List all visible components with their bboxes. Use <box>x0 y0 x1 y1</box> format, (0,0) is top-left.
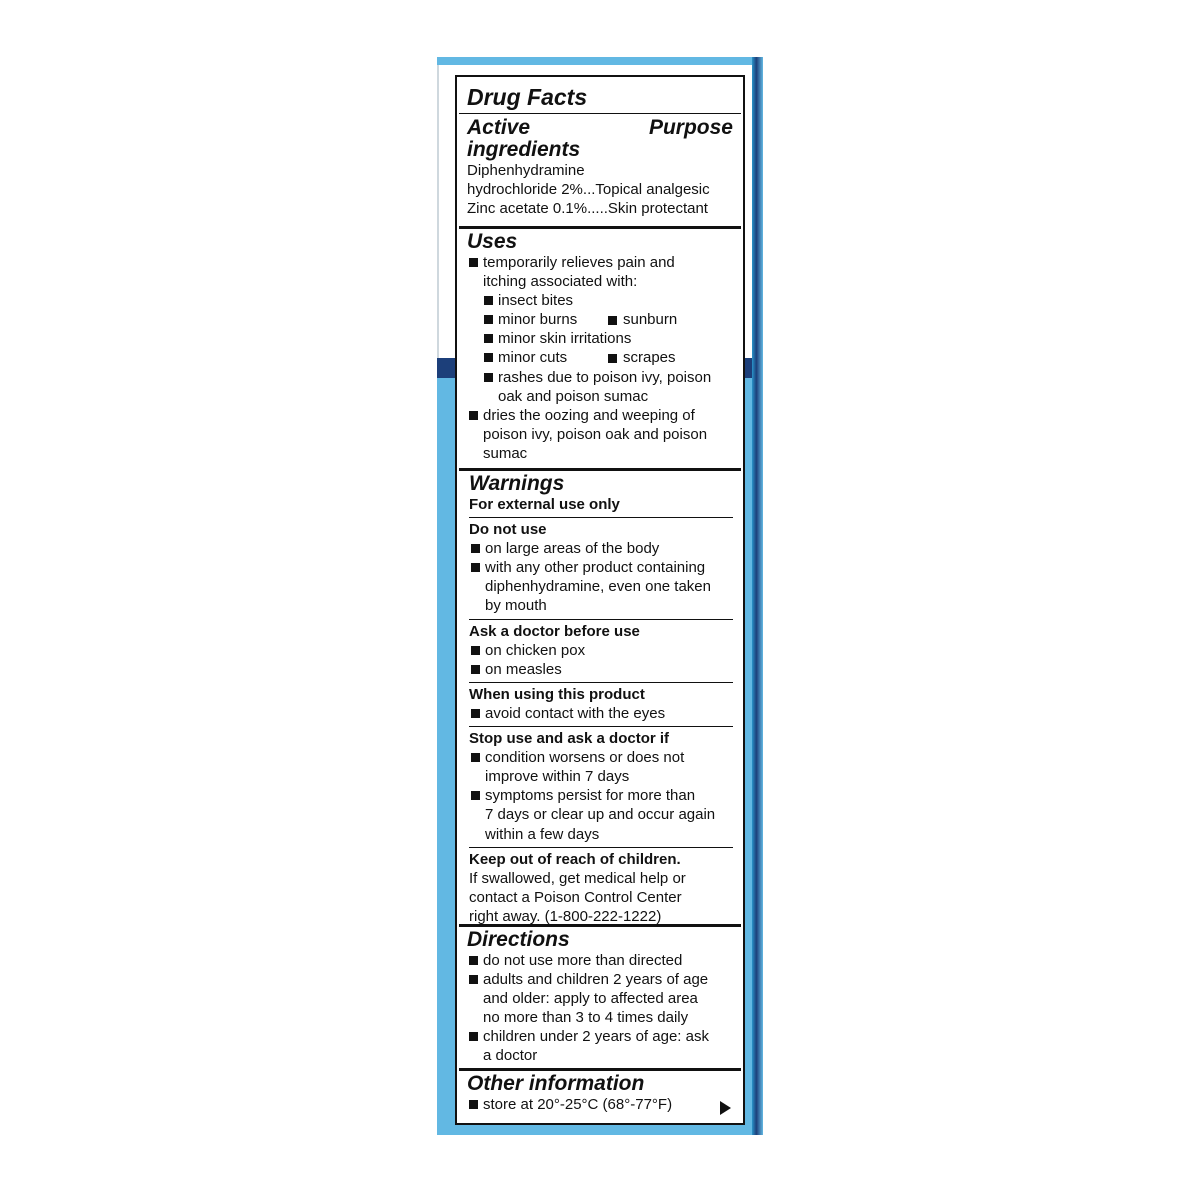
do-not-use-item-1: on large areas of the body <box>469 539 733 558</box>
uses-sub-cuts: minor cuts scrapes <box>467 348 733 367</box>
uses-sub-insect-bites: insect bites <box>467 291 733 310</box>
uses-section <box>459 229 741 471</box>
bullet-icon <box>484 296 493 305</box>
uses-item-2: dries the oozing and weeping of poison ivy, poison oak and poison sumac <box>467 406 733 463</box>
bullet-icon <box>484 315 493 324</box>
do-not-use-item-2: with any other product containing diphenhydramine, even one taken by mouth <box>469 558 733 615</box>
active-ingredients-heading: Active ingredients <box>467 116 581 161</box>
active-line-3: Zinc acetate 0.1%.....Skin protectant <box>467 200 708 218</box>
directions-item-3: children under 2 years of age: ask a doctor <box>467 1027 733 1065</box>
warnings-heading: Warnings <box>469 472 565 495</box>
bullet-icon <box>469 1032 478 1041</box>
package-blue-strip-top <box>437 57 763 65</box>
active-line-2: hydrochloride 2%...Topical analgesic <box>467 181 710 199</box>
bullet-icon <box>608 316 617 325</box>
bullet-icon <box>469 956 478 965</box>
keep-out-line-1: If swallowed, get medical help or <box>469 869 686 887</box>
stop-use-heading: Stop use and ask a doctor if <box>469 730 670 748</box>
other-information-heading: Other information <box>467 1072 645 1095</box>
bullet-icon <box>608 354 617 363</box>
bullet-icon <box>471 544 480 553</box>
uses-heading: Uses <box>467 230 518 253</box>
warnings-section <box>459 471 741 927</box>
bullet-icon <box>469 975 478 984</box>
directions-heading: Directions <box>467 928 570 951</box>
active-line-1: Diphenhydramine <box>467 162 585 179</box>
keep-out-line-2: contact a Poison Control Center <box>469 888 682 906</box>
purpose-heading: Purpose <box>648 116 733 139</box>
ask-doctor-item-1: on chicken pox <box>469 641 733 660</box>
stop-use-item-1: condition worsens or does not improve within 7 days <box>469 748 733 786</box>
stop-use-item-2: symptoms persist for more than 7 days or clear up and occur again within a few days <box>469 786 733 843</box>
uses-sub-skin-irritations: minor skin irritations <box>467 329 733 348</box>
directions-section <box>459 927 741 1071</box>
bullet-icon <box>471 753 480 762</box>
bullet-icon <box>484 334 493 343</box>
uses-item-1: temporarily relieves pain and itching associated with: <box>467 253 733 291</box>
right-triangle-arrow-icon <box>720 1101 731 1115</box>
drug-facts-title: Drug Facts <box>459 83 741 114</box>
bullet-icon <box>471 665 480 674</box>
bullet-icon <box>484 353 493 362</box>
when-using-item-1: avoid contact with the eyes <box>469 704 733 723</box>
other-item-1: store at 20°-25°C (68°-77°F) <box>467 1095 733 1114</box>
do-not-use-heading: Do not use <box>469 521 547 539</box>
directions-item-1: do not use more than directed <box>467 951 733 970</box>
ask-doctor-heading: Ask a doctor before use <box>469 622 640 640</box>
bullet-icon <box>471 709 480 718</box>
drug-facts-panel <box>455 75 745 1125</box>
package-right-edge <box>752 57 763 1135</box>
keep-out-line-3: right away. (1-800-222-1222) <box>469 907 662 925</box>
directions-item-2: adults and children 2 years of age and older: apply to affected area no more than 3 to 4 times daily <box>467 970 733 1027</box>
bullet-icon <box>471 563 480 572</box>
when-using-heading: When using this product <box>469 685 645 703</box>
uses-sub-rashes: rashes due to poison ivy, poison oak and poison sumac <box>467 368 733 406</box>
ask-doctor-item-2: on measles <box>469 660 733 679</box>
bullet-icon <box>484 373 493 382</box>
uses-sub-burns: minor burns sunburn <box>467 310 733 329</box>
external-use-only: For external use only <box>469 496 620 513</box>
active-ingredients-section <box>459 77 741 229</box>
bullet-icon <box>469 411 478 420</box>
bullet-icon <box>471 791 480 800</box>
bullet-icon <box>471 646 480 655</box>
bullet-icon <box>469 258 478 267</box>
other-information-section <box>459 1071 741 1123</box>
bullet-icon <box>469 1100 478 1109</box>
keep-out-heading: Keep out of reach of children. <box>469 850 681 868</box>
